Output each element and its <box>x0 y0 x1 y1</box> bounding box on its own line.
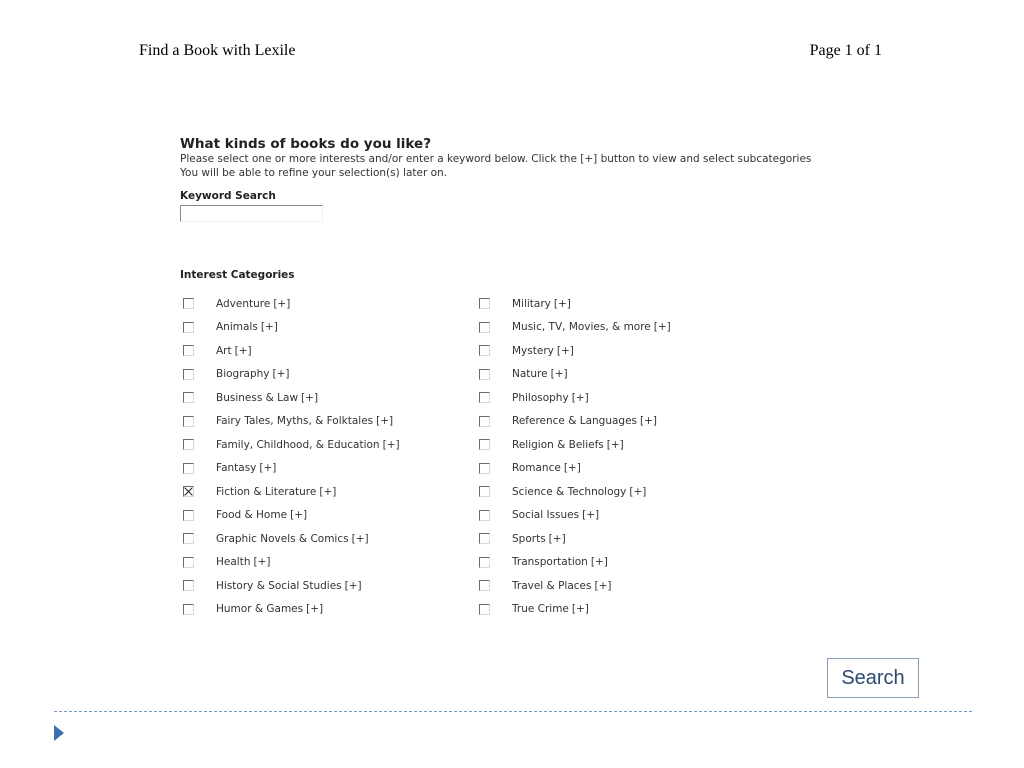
expand-subcategories-button[interactable]: [+] <box>553 297 571 310</box>
category-checkbox[interactable] <box>479 510 490 521</box>
triangle-right-icon <box>54 725 64 741</box>
category-row-fantasy <box>183 457 400 481</box>
category-row-humor-games <box>183 598 400 622</box>
instructions-line-2: You will be able to refine your selection(s) later on. <box>180 167 448 179</box>
category-checkbox[interactable] <box>183 345 194 356</box>
expand-subcategories-button[interactable]: [+] <box>653 321 671 334</box>
category-checkbox[interactable] <box>183 392 194 403</box>
category-row-fairy-tales <box>183 410 400 434</box>
category-checkbox[interactable] <box>479 604 490 615</box>
category-row-romance <box>479 457 671 481</box>
expand-subcategories-button[interactable]: [+] <box>629 485 647 498</box>
category-label: Sports <box>512 532 546 545</box>
question-heading: What kinds of books do you like? <box>180 136 432 152</box>
category-row-science-technology <box>479 480 671 504</box>
category-row-art <box>183 339 400 363</box>
category-checkbox[interactable] <box>183 604 194 615</box>
expand-subcategories-button[interactable]: [+] <box>382 438 400 451</box>
category-label: Social Issues <box>512 509 580 522</box>
category-label: Music, TV, Movies, & more <box>512 321 651 334</box>
category-row-biography <box>183 363 400 387</box>
expand-subcategories-button[interactable]: [+] <box>571 391 589 404</box>
category-checkbox[interactable] <box>479 580 490 591</box>
category-column-right <box>479 292 671 621</box>
expand-subcategories-button[interactable]: [+] <box>556 344 574 357</box>
search-button[interactable]: Search <box>827 658 919 698</box>
expand-subcategories-button[interactable]: [+] <box>640 415 658 428</box>
category-checkbox[interactable] <box>479 463 490 474</box>
category-row-religion-beliefs <box>479 433 671 457</box>
instructions-line-1: Please select one or more interests and/or enter a keyword below. Click the [+] button to view and select subcategories <box>180 153 812 165</box>
expand-subcategories-button[interactable]: [+] <box>253 556 271 569</box>
category-label: Animals <box>216 321 258 334</box>
category-row-fiction-literature <box>183 480 400 504</box>
category-label: Food & Home <box>216 509 288 522</box>
category-label: Travel & Places <box>512 579 592 592</box>
category-checkbox[interactable] <box>183 439 194 450</box>
category-checkbox[interactable] <box>479 439 490 450</box>
print-header-title: Find a Book with Lexile <box>139 42 296 59</box>
expand-subcategories-button[interactable]: [+] <box>306 603 324 616</box>
category-row-social-issues <box>479 504 671 528</box>
category-checkbox[interactable] <box>479 416 490 427</box>
expand-subcategories-button[interactable]: [+] <box>273 297 291 310</box>
expand-subcategories-button[interactable]: [+] <box>319 485 337 498</box>
category-row-transportation <box>479 551 671 575</box>
print-header-page-number: Page 1 of 1 <box>809 42 882 59</box>
slide-divider-line <box>54 711 972 712</box>
category-row-reference-languages <box>479 410 671 434</box>
category-checkbox[interactable] <box>183 416 194 427</box>
category-checkbox[interactable] <box>479 298 490 309</box>
category-checkbox[interactable] <box>479 392 490 403</box>
category-row-adventure <box>183 292 400 316</box>
category-row-nature <box>479 363 671 387</box>
category-label: Fantasy <box>216 462 257 475</box>
expand-subcategories-button[interactable]: [+] <box>590 556 608 569</box>
expand-subcategories-button[interactable]: [+] <box>376 415 394 428</box>
keyword-search-label: Keyword Search <box>180 190 276 202</box>
expand-subcategories-button[interactable]: [+] <box>259 462 277 475</box>
expand-subcategories-button[interactable]: [+] <box>260 321 278 334</box>
category-label: Art <box>216 344 232 357</box>
category-checkbox[interactable] <box>183 580 194 591</box>
category-row-animals <box>183 316 400 340</box>
category-label: Graphic Novels & Comics <box>216 532 349 545</box>
category-checkbox[interactable] <box>183 298 194 309</box>
category-row-food-home <box>183 504 400 528</box>
category-label: Business & Law <box>216 391 299 404</box>
category-row-health <box>183 551 400 575</box>
book-interest-form <box>180 136 900 222</box>
category-label: Biography <box>216 368 270 381</box>
category-checkbox[interactable] <box>183 533 194 544</box>
category-checkbox[interactable] <box>479 322 490 333</box>
expand-subcategories-button[interactable]: [+] <box>290 509 308 522</box>
category-row-music-tv-movies <box>479 316 671 340</box>
category-row-business-law <box>183 386 400 410</box>
category-label: Military <box>512 297 551 310</box>
category-row-travel-places <box>479 574 671 598</box>
category-label: Philosophy <box>512 391 569 404</box>
category-label: Transportation <box>512 556 588 569</box>
category-label: Romance <box>512 462 561 475</box>
category-row-true-crime <box>479 598 671 622</box>
expand-subcategories-button[interactable]: [+] <box>234 344 252 357</box>
expand-subcategories-button[interactable]: [+] <box>344 579 362 592</box>
expand-subcategories-button[interactable]: [+] <box>582 509 600 522</box>
category-checkbox[interactable] <box>183 557 194 568</box>
category-checkbox[interactable] <box>183 486 194 497</box>
keyword-search-input[interactable] <box>180 205 323 222</box>
expand-subcategories-button[interactable]: [+] <box>594 579 612 592</box>
category-label: History & Social Studies <box>216 579 342 592</box>
category-label: Fairy Tales, Myths, & Folktales <box>216 415 374 428</box>
category-label: Health <box>216 556 251 569</box>
category-checkbox[interactable] <box>183 463 194 474</box>
expand-subcategories-button[interactable]: [+] <box>272 368 290 381</box>
category-row-family-childhood <box>183 433 400 457</box>
category-label: Science & Technology <box>512 485 627 498</box>
expand-subcategories-button[interactable]: [+] <box>550 368 568 381</box>
category-row-philosophy <box>479 386 671 410</box>
category-row-mystery <box>479 339 671 363</box>
expand-subcategories-button[interactable]: [+] <box>606 438 624 451</box>
interest-categories-label: Interest Categories <box>180 269 295 281</box>
category-label: Religion & Beliefs <box>512 438 604 451</box>
expand-subcategories-button[interactable]: [+] <box>571 603 589 616</box>
category-label: Humor & Games <box>216 603 304 616</box>
category-row-history <box>183 574 400 598</box>
category-checkbox[interactable] <box>183 510 194 521</box>
category-checkbox[interactable] <box>183 322 194 333</box>
category-label: True Crime <box>512 603 569 616</box>
category-label: Reference & Languages <box>512 415 638 428</box>
category-checkbox[interactable] <box>479 345 490 356</box>
category-checkbox[interactable] <box>479 486 490 497</box>
category-row-graphic-novels <box>183 527 400 551</box>
category-label: Family, Childhood, & Education <box>216 438 380 451</box>
expand-subcategories-button[interactable]: [+] <box>548 532 566 545</box>
expand-subcategories-button[interactable]: [+] <box>301 391 319 404</box>
category-checkbox[interactable] <box>479 557 490 568</box>
category-label: Mystery <box>512 344 554 357</box>
category-label: Fiction & Literature <box>216 485 317 498</box>
category-label: Nature <box>512 368 548 381</box>
category-column-left <box>183 292 400 621</box>
category-checkbox[interactable] <box>479 533 490 544</box>
category-checkbox[interactable] <box>183 369 194 380</box>
category-label: Adventure <box>216 297 271 310</box>
category-row-military <box>479 292 671 316</box>
expand-subcategories-button[interactable]: [+] <box>563 462 581 475</box>
expand-subcategories-button[interactable]: [+] <box>351 532 369 545</box>
category-row-sports <box>479 527 671 551</box>
category-checkbox[interactable] <box>479 369 490 380</box>
